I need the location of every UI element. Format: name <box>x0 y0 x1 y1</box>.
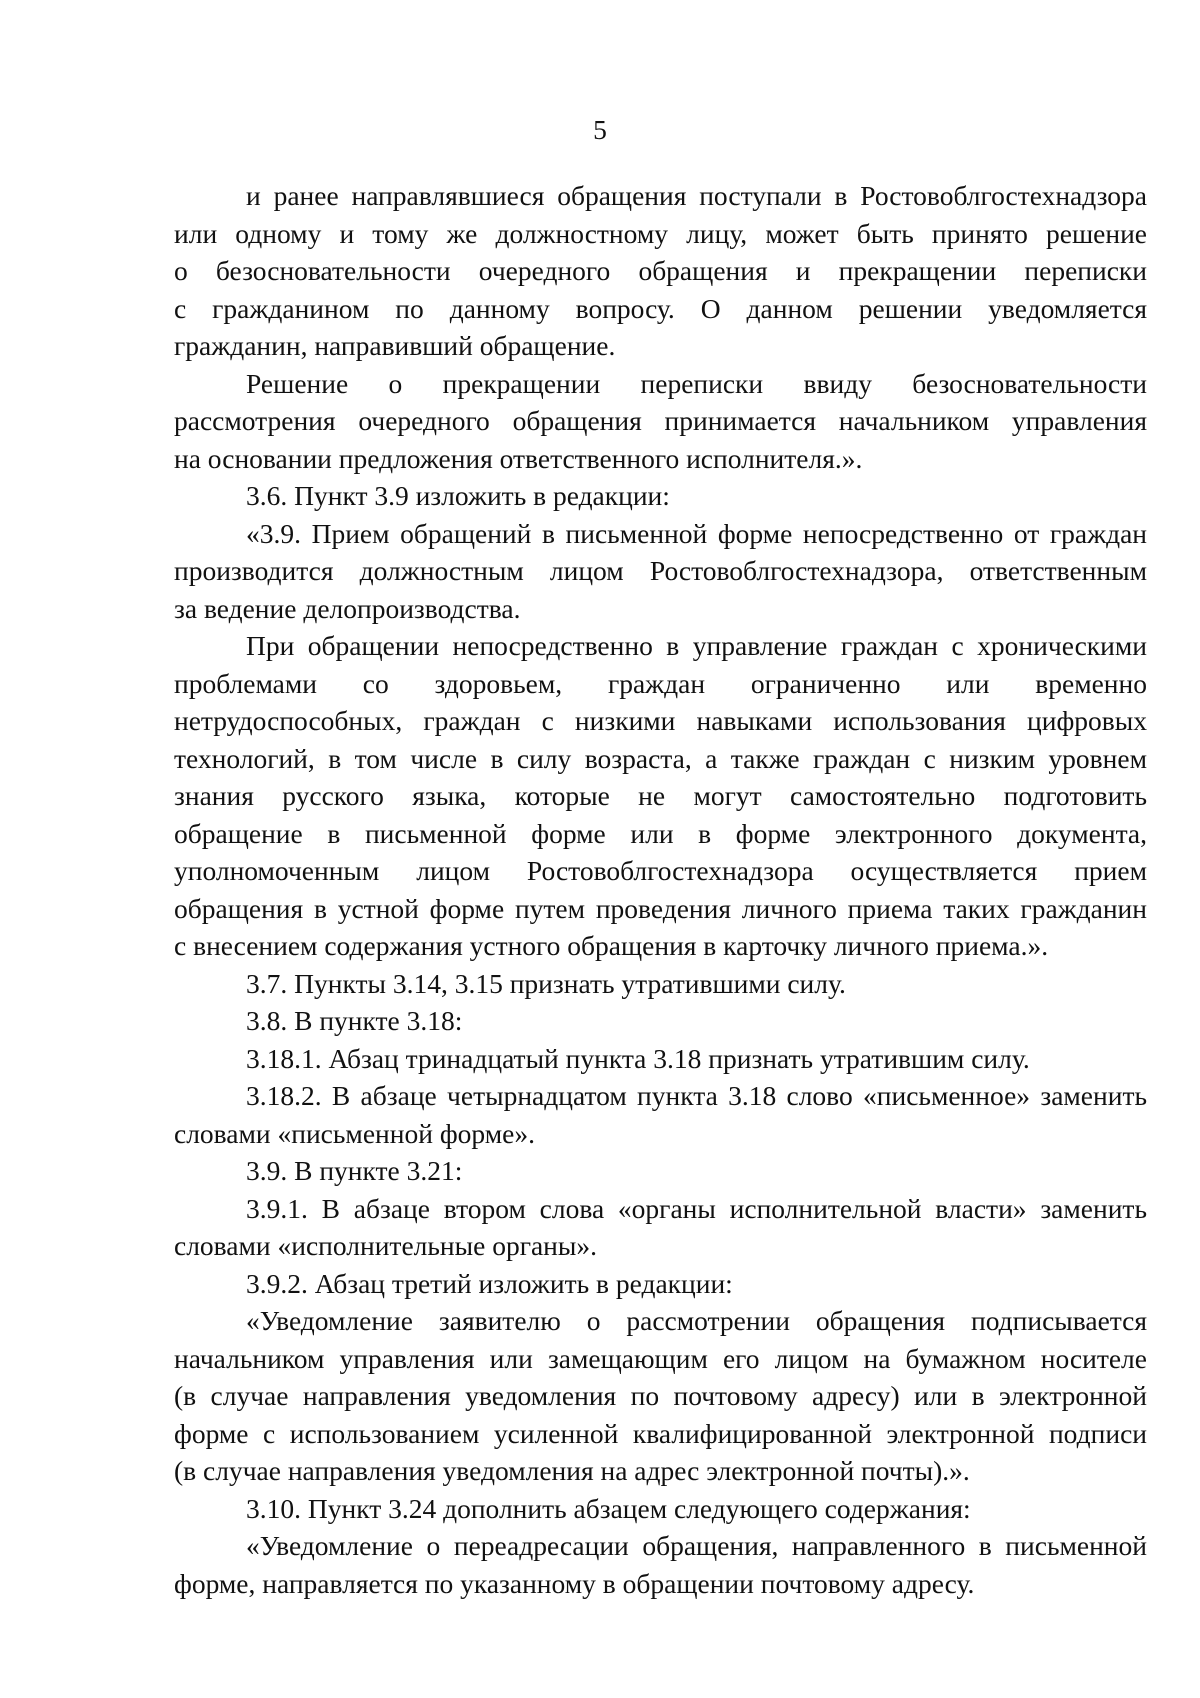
text-line: форме с использованием усиленной квалифицированной электронной подписи <box>174 1417 1147 1449</box>
text-line: 3.18.2. В абзаце четырнадцатом пункта 3.18 слово «письменное» заменить <box>246 1080 1147 1111</box>
text-line: (в случае направления уведомления по почтовому адресу) или в электронной <box>174 1380 1147 1411</box>
text-line: форме, направляется по указанному в обращении почтовому адресу. <box>174 1567 975 1599</box>
text-line: 3.8. В пункте 3.18: <box>246 1005 463 1036</box>
text-line: (в случае направления уведомления на адрес электронной почты).». <box>174 1455 970 1486</box>
text-line: 3.9. В пункте 3.21: <box>246 1155 463 1186</box>
text-line: словами «исполнительные органы». <box>174 1230 598 1261</box>
text-line: 3.9.2. Абзац третий изложить в редакции: <box>246 1267 733 1299</box>
text-line: 3.9.1. В абзаце втором слова «органы исполнительной власти» заменить <box>246 1192 1147 1224</box>
text-line: производится должностным лицом Ростовоблгостехнадзора, ответственным <box>174 555 1147 586</box>
page-number: 5 <box>593 114 607 145</box>
text-line: «Уведомление заявителю о рассмотрении обращения подписывается <box>246 1305 1147 1336</box>
text-line: гражданин, направивший обращение. <box>174 330 616 361</box>
text-line: обращение в письменной форме или в форме электронного документа, <box>174 817 1147 849</box>
text-line: 3.6. Пункт 3.9 изложить в редакции: <box>246 480 670 511</box>
text-line: рассмотрения очередного обращения принимается начальником управления <box>174 405 1147 436</box>
text-line: и ранее направлявшиеся обращения поступали в Ростовоблгостехнадзора <box>246 180 1147 211</box>
text-line: или одному и тому же должностному лицу, может быть принято решение <box>174 217 1147 249</box>
text-line: 3.18.1. Абзац тринадцатый пункта 3.18 признать утратившим силу. <box>246 1042 1030 1074</box>
text-line: технологий, в том числе в силу возраста, а также граждан с низким уровнем <box>174 742 1147 774</box>
text-line: «Уведомление о переадресации обращения, направленного в письменной <box>246 1530 1147 1561</box>
text-line: Решение о прекращении переписки ввиду безосновательности <box>246 367 1147 399</box>
text-line: обращения в устной форме путем проведения личного приема таких гражданин <box>174 892 1147 924</box>
text-line: начальником управления или замещающим его лицом на бумажном носителе <box>174 1342 1147 1374</box>
text-line: уполномоченным лицом Ростовоблгостехнадзора осуществляется прием <box>174 855 1147 886</box>
text-line: с внесением содержания устного обращения в карточку личного приема.». <box>174 930 1049 961</box>
text-line: с гражданином по данному вопросу. О данном решении уведомляется <box>174 292 1147 324</box>
text-line: 3.7. Пункты 3.14, 3.15 признать утратившими силу. <box>246 967 846 999</box>
text-line: «3.9. Прием обращений в письменной форме непосредственно от граждан <box>246 517 1147 549</box>
text-line: на основании предложения ответственного исполнителя.». <box>174 442 863 474</box>
text-line: о безосновательности очередного обращения и прекращении переписки <box>174 255 1147 286</box>
text-line: 3.10. Пункт 3.24 дополнить абзацем следующего содержания: <box>246 1492 971 1524</box>
text-line: проблемами со здоровьем, граждан ограниченно или временно <box>174 667 1147 699</box>
text-line: При обращении непосредственно в управление граждан с хроническими <box>246 630 1147 661</box>
text-line: нетрудоспособных, граждан с низкими навыками использования цифровых <box>174 705 1147 736</box>
text-line: за ведение делопроизводства. <box>174 592 521 624</box>
text-line: словами «письменной форме». <box>174 1117 535 1149</box>
text-line: знания русского языка, которые не могут самостоятельно подготовить <box>174 780 1147 811</box>
